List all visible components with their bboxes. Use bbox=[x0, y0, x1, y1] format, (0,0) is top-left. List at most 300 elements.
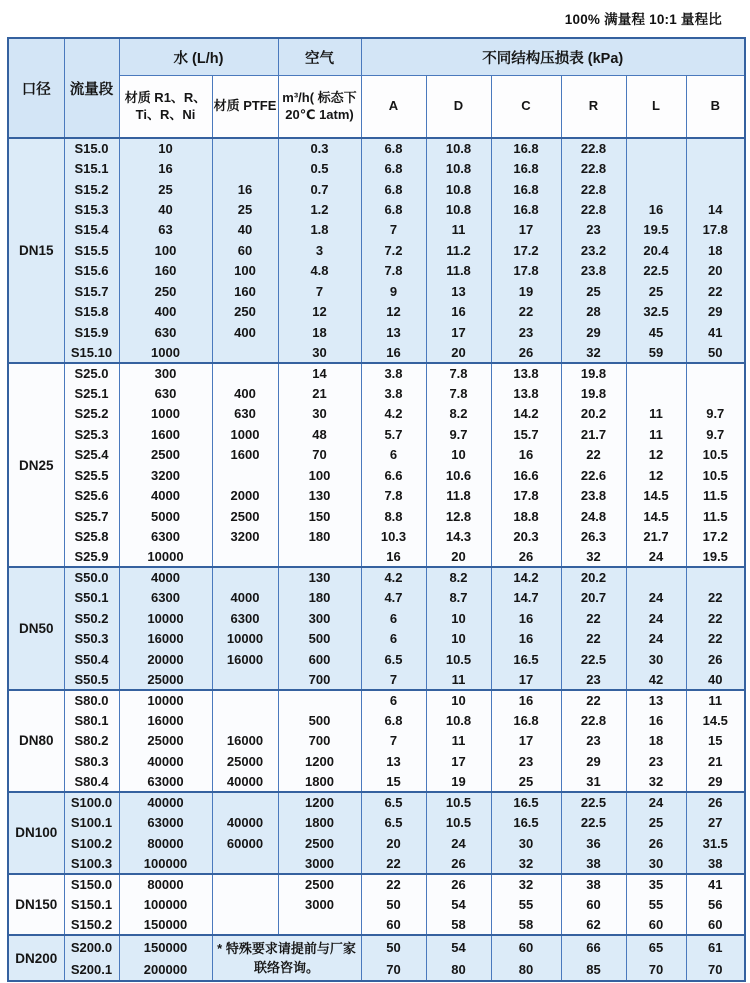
pressure-loss-cell: 22 bbox=[686, 608, 745, 628]
water-ptfe-cell bbox=[212, 792, 278, 812]
pressure-loss-cell: 20 bbox=[426, 547, 491, 567]
pressure-loss-cell: 8.2 bbox=[426, 567, 491, 587]
water-ptfe-cell bbox=[212, 342, 278, 362]
flow-segment-cell: S15.7 bbox=[64, 281, 119, 301]
table-row bbox=[8, 710, 745, 730]
water-ptfe-cell bbox=[212, 874, 278, 894]
air-flow-cell: 18 bbox=[278, 322, 361, 342]
pressure-loss-cell: 16.5 bbox=[491, 792, 561, 812]
pressure-loss-cell: 22 bbox=[561, 690, 626, 710]
pressure-loss-cell: 24.8 bbox=[561, 506, 626, 526]
flow-segment-cell: S25.0 bbox=[64, 363, 119, 383]
pressure-loss-cell: 18.8 bbox=[491, 506, 561, 526]
pressure-loss-cell: 13 bbox=[426, 281, 491, 301]
flow-segment-cell: S150.1 bbox=[64, 894, 119, 914]
pressure-loss-cell: 70 bbox=[361, 958, 426, 981]
pressure-loss-cell: 22 bbox=[361, 853, 426, 873]
pressure-loss-cell: 17.8 bbox=[686, 220, 745, 240]
water-material1-cell: 63000 bbox=[119, 812, 212, 832]
air-flow-cell: 1800 bbox=[278, 812, 361, 832]
flow-segment-cell: S25.6 bbox=[64, 485, 119, 505]
header-pressure-b: B bbox=[686, 76, 745, 139]
table-row bbox=[8, 404, 745, 424]
air-flow-cell: 700 bbox=[278, 731, 361, 751]
table-row bbox=[8, 690, 745, 710]
water-material1-cell: 1000 bbox=[119, 404, 212, 424]
table-row bbox=[8, 649, 745, 669]
pressure-loss-cell: 6.5 bbox=[361, 812, 426, 832]
table-row bbox=[8, 894, 745, 914]
water-ptfe-cell bbox=[212, 363, 278, 383]
pressure-loss-cell: 8.7 bbox=[426, 588, 491, 608]
pressure-loss-cell: 26 bbox=[626, 833, 686, 853]
table-row bbox=[8, 751, 745, 771]
pressure-loss-cell: 6 bbox=[361, 608, 426, 628]
water-ptfe-cell bbox=[212, 690, 278, 710]
pressure-loss-cell: 50 bbox=[361, 935, 426, 958]
flow-segment-cell: S15.2 bbox=[64, 179, 119, 199]
flow-segment-cell: S50.2 bbox=[64, 608, 119, 628]
pressure-loss-cell: 19 bbox=[426, 772, 491, 792]
pressure-loss-cell: 66 bbox=[561, 935, 626, 958]
water-material1-cell: 100 bbox=[119, 240, 212, 260]
water-ptfe-cell: 10000 bbox=[212, 629, 278, 649]
pressure-loss-cell: 25 bbox=[626, 812, 686, 832]
air-flow-cell: 3000 bbox=[278, 894, 361, 914]
pressure-loss-cell: 14.7 bbox=[491, 588, 561, 608]
air-flow-cell: 130 bbox=[278, 485, 361, 505]
pressure-loss-cell: 22 bbox=[686, 629, 745, 649]
flow-segment-cell: S15.1 bbox=[64, 158, 119, 178]
pressure-loss-cell bbox=[626, 158, 686, 178]
pressure-loss-cell: 22 bbox=[561, 608, 626, 628]
table-row bbox=[8, 383, 745, 403]
water-material1-cell: 16 bbox=[119, 158, 212, 178]
pressure-loss-cell: 6.6 bbox=[361, 465, 426, 485]
water-ptfe-cell bbox=[212, 465, 278, 485]
pressure-loss-cell: 18 bbox=[626, 731, 686, 751]
water-material1-cell: 4000 bbox=[119, 567, 212, 587]
pressure-loss-cell: 16 bbox=[361, 342, 426, 362]
diameter-cell: DN25 bbox=[8, 363, 64, 567]
pressure-loss-cell: 27 bbox=[686, 812, 745, 832]
pressure-loss-cell: 58 bbox=[426, 915, 491, 935]
pressure-loss-cell: 8.8 bbox=[361, 506, 426, 526]
table-row bbox=[8, 608, 745, 628]
pressure-loss-cell: 31.5 bbox=[686, 833, 745, 853]
pressure-loss-cell: 17.8 bbox=[491, 485, 561, 505]
water-material1-cell: 100000 bbox=[119, 894, 212, 914]
flow-segment-cell: S25.9 bbox=[64, 547, 119, 567]
pressure-loss-cell: 59 bbox=[626, 342, 686, 362]
pressure-loss-cell: 23 bbox=[561, 220, 626, 240]
pressure-loss-cell: 10.5 bbox=[686, 445, 745, 465]
water-material1-cell: 200000 bbox=[119, 958, 212, 981]
table-row bbox=[8, 424, 745, 444]
pressure-loss-cell: 9.7 bbox=[686, 404, 745, 424]
pressure-loss-cell: 6.5 bbox=[361, 649, 426, 669]
water-material1-cell: 2500 bbox=[119, 445, 212, 465]
pressure-loss-cell: 13 bbox=[626, 690, 686, 710]
pressure-loss-cell: 32 bbox=[491, 874, 561, 894]
table-row bbox=[8, 731, 745, 751]
pressure-loss-cell: 10.5 bbox=[426, 812, 491, 832]
water-ptfe-cell: 40000 bbox=[212, 772, 278, 792]
pressure-loss-cell: 42 bbox=[626, 669, 686, 689]
pressure-loss-cell: 11.8 bbox=[426, 261, 491, 281]
pressure-loss-cell: 5.7 bbox=[361, 424, 426, 444]
pressure-loss-cell: 80 bbox=[426, 958, 491, 981]
table-row bbox=[8, 588, 745, 608]
header-pressure-group: 不同结构压损表 (kPa) bbox=[361, 38, 745, 76]
pressure-loss-cell: 10.8 bbox=[426, 179, 491, 199]
air-flow-cell: 3000 bbox=[278, 853, 361, 873]
table-row bbox=[8, 526, 745, 546]
water-ptfe-cell: 100 bbox=[212, 261, 278, 281]
pressure-loss-cell: 17.2 bbox=[686, 526, 745, 546]
water-material1-cell: 400 bbox=[119, 302, 212, 322]
pressure-loss-cell: 14 bbox=[686, 199, 745, 219]
pressure-loss-cell bbox=[626, 363, 686, 383]
pressure-loss-cell: 22 bbox=[686, 281, 745, 301]
pressure-loss-cell: 16 bbox=[491, 690, 561, 710]
air-flow-cell bbox=[278, 915, 361, 935]
table-row bbox=[8, 772, 745, 792]
header-air-sub: m³/h( 标态下 20℃ 1atm) bbox=[278, 76, 361, 139]
table-row bbox=[8, 220, 745, 240]
pressure-loss-cell: 30 bbox=[626, 853, 686, 873]
pressure-loss-cell: 32.5 bbox=[626, 302, 686, 322]
pressure-loss-cell bbox=[686, 567, 745, 587]
pressure-loss-cell: 14.5 bbox=[686, 710, 745, 730]
air-flow-cell: 500 bbox=[278, 629, 361, 649]
table-row bbox=[8, 138, 745, 158]
water-material1-cell: 3200 bbox=[119, 465, 212, 485]
air-flow-cell: 70 bbox=[278, 445, 361, 465]
flow-segment-cell: S15.9 bbox=[64, 322, 119, 342]
air-flow-cell: 150 bbox=[278, 506, 361, 526]
pressure-loss-cell: 16.8 bbox=[491, 199, 561, 219]
pressure-loss-cell: 41 bbox=[686, 874, 745, 894]
pressure-loss-cell: 50 bbox=[686, 342, 745, 362]
water-material1-cell: 25000 bbox=[119, 731, 212, 751]
water-ptfe-cell: 400 bbox=[212, 383, 278, 403]
pressure-loss-cell: 23.8 bbox=[561, 261, 626, 281]
pressure-loss-cell: 16 bbox=[491, 608, 561, 628]
flow-segment-cell: S150.0 bbox=[64, 874, 119, 894]
flow-segment-cell: S25.5 bbox=[64, 465, 119, 485]
pressure-loss-cell: 7.8 bbox=[426, 363, 491, 383]
header-pressure-a: A bbox=[361, 76, 426, 139]
table-row bbox=[8, 445, 745, 465]
pressure-loss-cell: 15 bbox=[361, 772, 426, 792]
water-ptfe-cell bbox=[212, 547, 278, 567]
pressure-loss-cell: 10.8 bbox=[426, 199, 491, 219]
pressure-loss-cell: 38 bbox=[686, 853, 745, 873]
water-material1-cell: 630 bbox=[119, 322, 212, 342]
pressure-loss-cell bbox=[626, 567, 686, 587]
pressure-loss-cell: 11.8 bbox=[426, 485, 491, 505]
water-ptfe-cell: 16000 bbox=[212, 731, 278, 751]
pressure-loss-cell: 26.3 bbox=[561, 526, 626, 546]
water-ptfe-cell: 60 bbox=[212, 240, 278, 260]
pressure-loss-cell: 11 bbox=[426, 731, 491, 751]
table-row bbox=[8, 199, 745, 219]
pressure-loss-cell: 45 bbox=[626, 322, 686, 342]
pressure-loss-cell: 10.5 bbox=[426, 792, 491, 812]
pressure-loss-cell: 14.2 bbox=[491, 404, 561, 424]
pressure-loss-cell bbox=[686, 179, 745, 199]
air-flow-cell: 30 bbox=[278, 342, 361, 362]
table-row bbox=[8, 853, 745, 873]
flow-segment-cell: S25.4 bbox=[64, 445, 119, 465]
header-pressure-r: R bbox=[561, 76, 626, 139]
pressure-loss-cell bbox=[626, 383, 686, 403]
air-flow-cell: 3 bbox=[278, 240, 361, 260]
pressure-loss-cell: 7 bbox=[361, 669, 426, 689]
table-row bbox=[8, 833, 745, 853]
flow-segment-cell: S15.6 bbox=[64, 261, 119, 281]
water-material1-cell: 16000 bbox=[119, 710, 212, 730]
header-pressure-l: L bbox=[626, 76, 686, 139]
pressure-loss-cell: 50 bbox=[361, 894, 426, 914]
pressure-loss-cell: 11.5 bbox=[686, 506, 745, 526]
special-request-note-cell: * 特殊要求请提前与厂家联络咨询。 bbox=[212, 935, 361, 981]
pressure-loss-cell: 22.8 bbox=[561, 199, 626, 219]
water-ptfe-cell: 2000 bbox=[212, 485, 278, 505]
water-material1-cell: 63 bbox=[119, 220, 212, 240]
table-row bbox=[8, 158, 745, 178]
diameter-cell: DN150 bbox=[8, 874, 64, 935]
pressure-loss-cell: 30 bbox=[491, 833, 561, 853]
air-flow-cell: 180 bbox=[278, 526, 361, 546]
pressure-loss-cell: 20.3 bbox=[491, 526, 561, 546]
pressure-loss-cell: 56 bbox=[686, 894, 745, 914]
table-row bbox=[8, 792, 745, 812]
air-flow-cell: 30 bbox=[278, 404, 361, 424]
pressure-loss-cell: 23 bbox=[491, 322, 561, 342]
air-flow-cell: 2500 bbox=[278, 874, 361, 894]
pressure-loss-cell: 14.3 bbox=[426, 526, 491, 546]
pressure-loss-cell: 22 bbox=[491, 302, 561, 322]
water-ptfe-cell: 6300 bbox=[212, 608, 278, 628]
pressure-loss-cell: 15.7 bbox=[491, 424, 561, 444]
pressure-loss-cell: 41 bbox=[686, 322, 745, 342]
header-air-group: 空气 bbox=[278, 38, 361, 76]
water-ptfe-cell: 160 bbox=[212, 281, 278, 301]
water-material1-cell: 40000 bbox=[119, 792, 212, 812]
pressure-loss-cell: 20.2 bbox=[561, 404, 626, 424]
flow-segment-cell: S80.3 bbox=[64, 751, 119, 771]
air-flow-cell: 700 bbox=[278, 669, 361, 689]
water-ptfe-cell: 25 bbox=[212, 199, 278, 219]
pressure-loss-cell: 54 bbox=[426, 894, 491, 914]
table-row bbox=[8, 281, 745, 301]
table-header bbox=[8, 38, 745, 138]
pressure-loss-cell: 28 bbox=[561, 302, 626, 322]
flow-segment-cell: S15.3 bbox=[64, 199, 119, 219]
air-flow-cell: 2500 bbox=[278, 833, 361, 853]
pressure-loss-cell: 11 bbox=[686, 690, 745, 710]
pressure-loss-cell: 6.8 bbox=[361, 158, 426, 178]
pressure-loss-cell: 20.7 bbox=[561, 588, 626, 608]
pressure-loss-cell: 22.8 bbox=[561, 158, 626, 178]
table-row bbox=[8, 935, 745, 958]
air-flow-cell: 12 bbox=[278, 302, 361, 322]
pressure-loss-cell: 30 bbox=[626, 649, 686, 669]
water-ptfe-cell bbox=[212, 853, 278, 873]
water-ptfe-cell bbox=[212, 158, 278, 178]
water-material1-cell: 150000 bbox=[119, 915, 212, 935]
water-material1-cell: 6300 bbox=[119, 526, 212, 546]
pressure-loss-cell: 17 bbox=[426, 322, 491, 342]
pressure-loss-cell: 31 bbox=[561, 772, 626, 792]
pressure-loss-cell: 7 bbox=[361, 731, 426, 751]
pressure-loss-cell: 60 bbox=[626, 915, 686, 935]
pressure-loss-cell: 11 bbox=[426, 220, 491, 240]
pressure-loss-cell: 19.5 bbox=[686, 547, 745, 567]
water-ptfe-cell: 400 bbox=[212, 322, 278, 342]
pressure-loss-cell: 14.5 bbox=[626, 506, 686, 526]
header-water-material-1: 材质 R1、R、Ti、R、Ni bbox=[119, 76, 212, 139]
table-row bbox=[8, 669, 745, 689]
water-ptfe-cell: 16 bbox=[212, 179, 278, 199]
flow-segment-cell: S25.1 bbox=[64, 383, 119, 403]
pressure-loss-cell: 22.5 bbox=[626, 261, 686, 281]
flow-segment-cell: S50.0 bbox=[64, 567, 119, 587]
flow-segment-cell: S15.4 bbox=[64, 220, 119, 240]
pressure-loss-cell: 17 bbox=[491, 669, 561, 689]
pressure-loss-cell: 10.5 bbox=[426, 649, 491, 669]
pressure-loss-cell: 32 bbox=[626, 772, 686, 792]
air-flow-cell: 300 bbox=[278, 608, 361, 628]
flow-spec-table bbox=[7, 37, 746, 982]
table-row bbox=[8, 465, 745, 485]
pressure-loss-cell: 12.8 bbox=[426, 506, 491, 526]
flow-segment-cell: S25.3 bbox=[64, 424, 119, 444]
pressure-loss-cell: 22 bbox=[361, 874, 426, 894]
pressure-loss-cell: 11 bbox=[626, 424, 686, 444]
table-row bbox=[8, 812, 745, 832]
flow-segment-cell: S50.3 bbox=[64, 629, 119, 649]
pressure-loss-cell: 20.4 bbox=[626, 240, 686, 260]
pressure-loss-cell: 22 bbox=[561, 629, 626, 649]
pressure-loss-cell bbox=[626, 138, 686, 158]
pressure-loss-cell: 22.8 bbox=[561, 179, 626, 199]
pressure-loss-cell: 40 bbox=[686, 669, 745, 689]
water-material1-cell: 10000 bbox=[119, 608, 212, 628]
pressure-loss-cell: 4.7 bbox=[361, 588, 426, 608]
flow-segment-cell: S200.1 bbox=[64, 958, 119, 981]
table-row bbox=[8, 629, 745, 649]
table-row bbox=[8, 915, 745, 935]
air-flow-cell: 21 bbox=[278, 383, 361, 403]
pressure-loss-cell: 60 bbox=[491, 935, 561, 958]
header-diameter: 口径 bbox=[8, 38, 64, 138]
air-flow-cell: 1.8 bbox=[278, 220, 361, 240]
water-ptfe-cell: 60000 bbox=[212, 833, 278, 853]
table-row bbox=[8, 302, 745, 322]
flow-segment-cell: S25.2 bbox=[64, 404, 119, 424]
pressure-loss-cell: 10 bbox=[426, 690, 491, 710]
pressure-loss-cell: 23 bbox=[561, 731, 626, 751]
air-flow-cell: 0.7 bbox=[278, 179, 361, 199]
pressure-loss-cell: 38 bbox=[561, 853, 626, 873]
pressure-loss-cell: 13 bbox=[361, 322, 426, 342]
pressure-loss-cell: 60 bbox=[561, 894, 626, 914]
full-scale-ratio-note: 100% 满量程 10:1 量程比 bbox=[564, 12, 722, 27]
flow-segment-cell: S50.1 bbox=[64, 588, 119, 608]
pressure-loss-cell: 16.8 bbox=[491, 138, 561, 158]
pressure-loss-cell: 23 bbox=[491, 751, 561, 771]
pressure-loss-cell: 24 bbox=[626, 547, 686, 567]
flow-segment-cell: S80.1 bbox=[64, 710, 119, 730]
pressure-loss-cell: 7.8 bbox=[361, 485, 426, 505]
pressure-loss-cell: 4.2 bbox=[361, 567, 426, 587]
pressure-loss-cell: 20 bbox=[426, 342, 491, 362]
water-ptfe-cell: 2500 bbox=[212, 506, 278, 526]
table-row bbox=[8, 567, 745, 587]
table-row bbox=[8, 547, 745, 567]
water-material1-cell: 160 bbox=[119, 261, 212, 281]
header-water-material-2: 材质 PTFE bbox=[212, 76, 278, 139]
pressure-loss-cell: 10 bbox=[426, 445, 491, 465]
pressure-loss-cell: 22.6 bbox=[561, 465, 626, 485]
water-material1-cell: 25 bbox=[119, 179, 212, 199]
pressure-loss-cell: 29 bbox=[561, 751, 626, 771]
table-body bbox=[8, 138, 745, 981]
pressure-loss-cell: 14.5 bbox=[626, 485, 686, 505]
pressure-loss-cell: 6 bbox=[361, 690, 426, 710]
flow-segment-cell: S80.2 bbox=[64, 731, 119, 751]
pressure-loss-cell: 16 bbox=[626, 199, 686, 219]
pressure-loss-cell: 14.2 bbox=[491, 567, 561, 587]
header-flow-segment: 流量段 bbox=[64, 38, 119, 138]
pressure-loss-cell bbox=[686, 158, 745, 178]
pressure-loss-cell: 3.8 bbox=[361, 363, 426, 383]
pressure-loss-cell: 10.3 bbox=[361, 526, 426, 546]
pressure-loss-cell: 16.8 bbox=[491, 710, 561, 730]
air-flow-cell: 1800 bbox=[278, 772, 361, 792]
pressure-loss-cell: 65 bbox=[626, 935, 686, 958]
table-row bbox=[8, 240, 745, 260]
pressure-loss-cell: 85 bbox=[561, 958, 626, 981]
pressure-loss-cell: 13 bbox=[361, 751, 426, 771]
flow-segment-cell: S80.0 bbox=[64, 690, 119, 710]
air-flow-cell: 14 bbox=[278, 363, 361, 383]
pressure-loss-cell: 22.5 bbox=[561, 792, 626, 812]
air-flow-cell: 100 bbox=[278, 465, 361, 485]
water-ptfe-cell: 25000 bbox=[212, 751, 278, 771]
pressure-loss-cell: 13.8 bbox=[491, 363, 561, 383]
table-row bbox=[8, 874, 745, 894]
pressure-loss-cell: 17 bbox=[491, 731, 561, 751]
header-water-group: 水 (L/h) bbox=[119, 38, 278, 76]
pressure-loss-cell: 18 bbox=[686, 240, 745, 260]
pressure-loss-cell: 20 bbox=[686, 261, 745, 281]
table-row bbox=[8, 342, 745, 362]
diameter-cell: DN100 bbox=[8, 792, 64, 874]
flow-segment-cell: S200.0 bbox=[64, 935, 119, 958]
water-material1-cell: 630 bbox=[119, 383, 212, 403]
diameter-cell: DN15 bbox=[8, 138, 64, 363]
pressure-loss-cell: 60 bbox=[686, 915, 745, 935]
water-material1-cell: 150000 bbox=[119, 935, 212, 958]
pressure-loss-cell: 22.5 bbox=[561, 649, 626, 669]
pressure-loss-cell: 26 bbox=[686, 649, 745, 669]
pressure-loss-cell: 26 bbox=[491, 342, 561, 362]
pressure-loss-cell: 70 bbox=[686, 958, 745, 981]
